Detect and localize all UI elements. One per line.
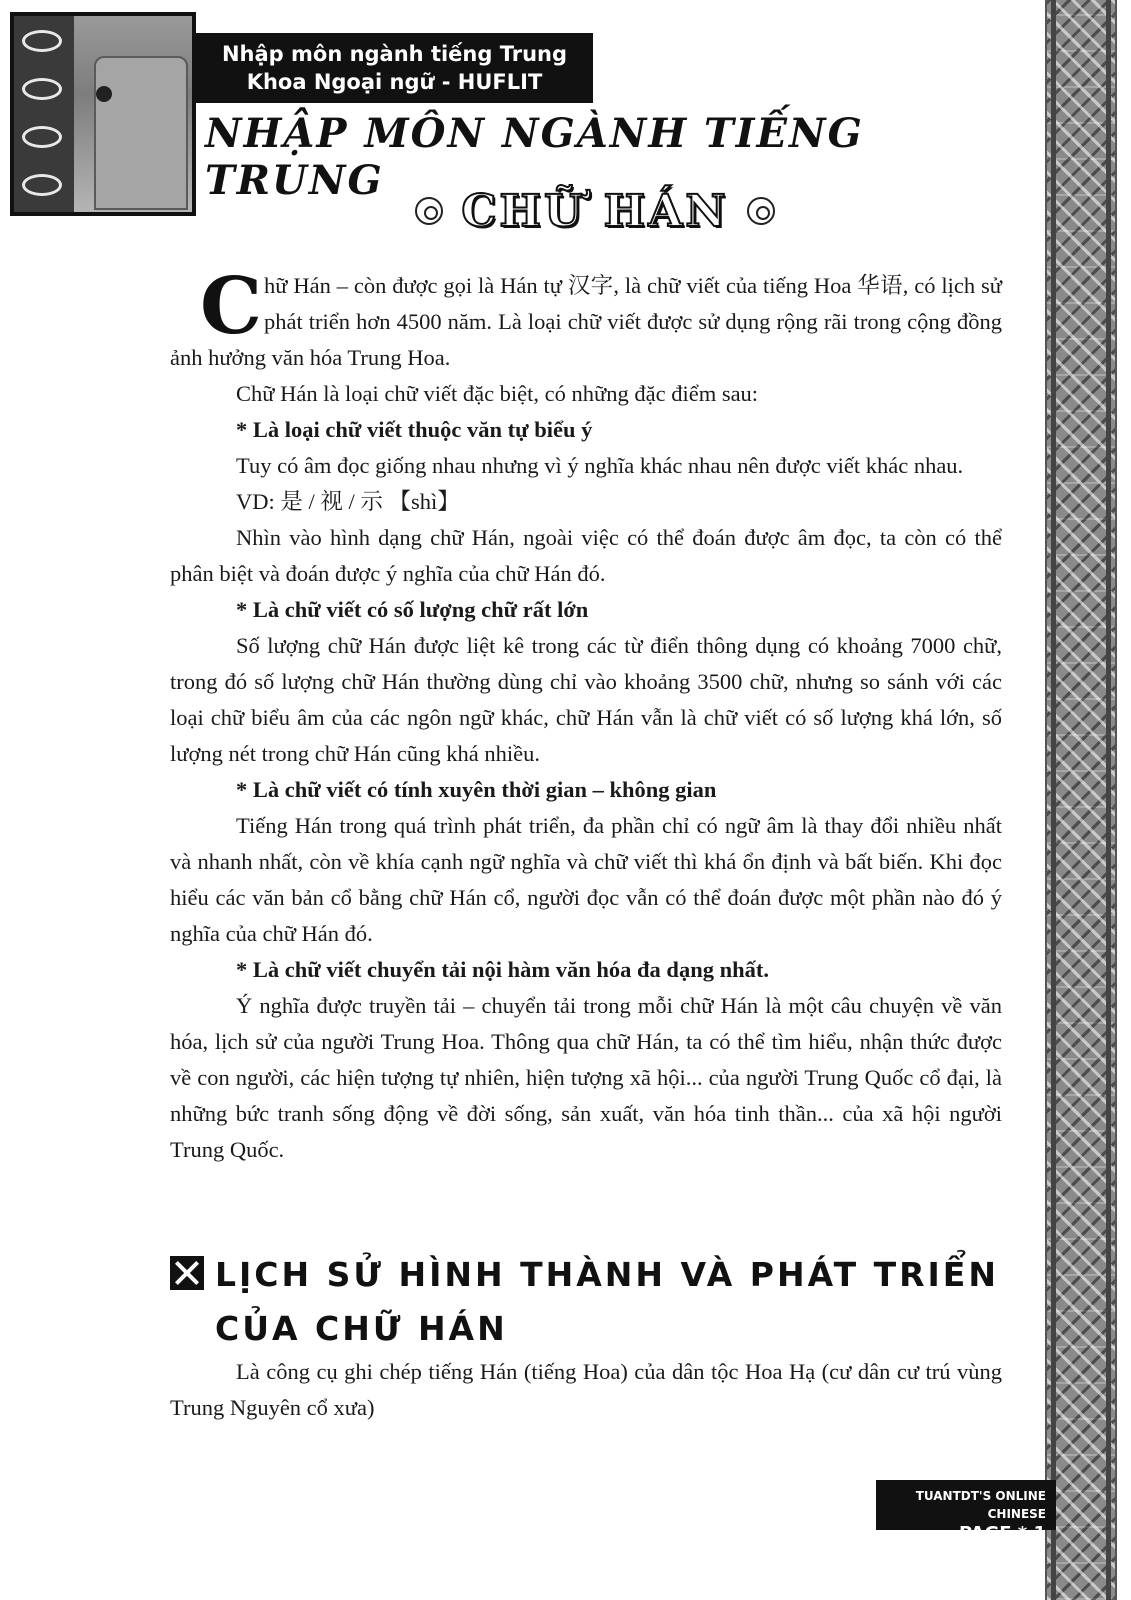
footer-brand: TUANTDT'S ONLINE CHINESE [915,1489,1046,1521]
page-footer [876,1480,1056,1544]
paragraph: Là công cụ ghi chép tiếng Hán (tiếng Hoa) của dân tộc Hoa Hạ (cư dân cư trú vùng Trung Nguyên cổ xưa) [170,1359,1002,1420]
chinese-robe-illustration [10,12,196,216]
paragraph: Số lượng chữ Hán được liệt kê trong các từ điển thông dụng có khoảng 7000 chữ, trong đó số lượng chữ Hán thường dùng chỉ vào khoảng 3500 chữ, nhưng so sánh với các loại chữ biểu âm của các ngôn ngữ khác, chữ Hán vẫn là chữ viết có số lượng khá lớn, số lượng nét trong chữ Hán cũng khá nhiều. [170,633,1002,766]
decorative-side-border [1045,0,1117,1600]
page-subtitle: CHỮ HÁN [461,185,729,237]
flower-ornament-icon [415,197,443,225]
cloud-pattern [14,16,74,212]
example-line: VD: 是 / 视 / 示 【shì】 [236,489,460,514]
intro-text: hữ Hán – còn được gọi là Hán tự 汉字, là chữ viết của tiếng Hoa 华语, có lịch sử phát triển hơn 4500 năm. Là loại chữ viết được sử dụng rộng rãi trong cộng đồng ảnh hưởng văn hóa Trung Hoa. [170,273,1002,370]
main-body [170,261,1002,1168]
paragraph: Tiếng Hán trong quá trình phát triển, đa phần chỉ có ngữ âm là thay đổi nhiều nhất và nhanh nhất, còn về khía cạnh ngữ nghĩa và chữ viết thì khá ổn định và bất biến. Khi đọc hiểu các văn bản cổ bằng chữ Hán cổ, người đọc vẫn có thể đoán được một phần nào đó ý nghĩa của chữ Hán đó. [170,813,1002,946]
page-number: PAGE * 1 [958,1523,1046,1544]
paragraph: Ý nghĩa được truyền tải – chuyển tải trong mỗi chữ Hán là một câu chuyện về văn hóa, lịch sử của người Trung Hoa. Thông qua chữ Hán, ta có thể tìm hiểu, nhận thức được về con người, các hiện tượng tự nhiên, hiện tượng xã hội... của người Trung Quốc cổ đại, là những bức tranh sống động về đời sống, sản xuất, văn hóa tinh thần... của xã hội người Trung Quốc. [170,993,1002,1162]
feature-heading: * Là chữ viết có tính xuyên thời gian – không gian [236,777,717,802]
section-body [170,1354,1002,1426]
banner-line-1: Nhập môn ngành tiếng Trung [221,42,568,66]
section-heading [170,1248,1010,1356]
flower-ornament-icon [747,197,775,225]
paragraph: Tuy có âm đọc giống nhau nhưng vì ý nghĩa khác nhau nên được viết khác nhau. [236,453,964,478]
paragraph: Nhìn vào hình dạng chữ Hán, ngoài việc có thể đoán được âm đọc, ta còn có thể phân biệt và đoán được ý nghĩa của chữ Hán đó. [170,525,1002,586]
subtitle-row [395,186,795,236]
feature-heading: * Là chữ viết có số lượng chữ rất lớn [236,597,589,622]
drop-cap: C [200,261,263,352]
paragraph: Chữ Hán là loại chữ viết đặc biệt, có những đặc điểm sau: [236,381,759,406]
page-title: NHẬP MÔN NGÀNH TIẾNG TRUNG [205,110,864,204]
feature-heading: * Là chữ viết chuyển tải nội hàm văn hóa đa dạng nhất. [236,957,769,982]
feature-heading: * Là loại chữ viết thuộc văn tự biểu ý [236,417,593,442]
intro-paragraph [170,261,1002,376]
section-title-line-1: LỊCH SỬ HÌNH THÀNH VÀ PHÁT TRIỂN [215,1255,999,1294]
header-banner [196,33,593,103]
banner-line-2: Khoa Ngoại ngữ - HUFLIT [246,70,543,94]
x-box-icon [170,1256,204,1290]
section-title-line-2: CỦA CHỮ HÁN [215,1309,508,1348]
